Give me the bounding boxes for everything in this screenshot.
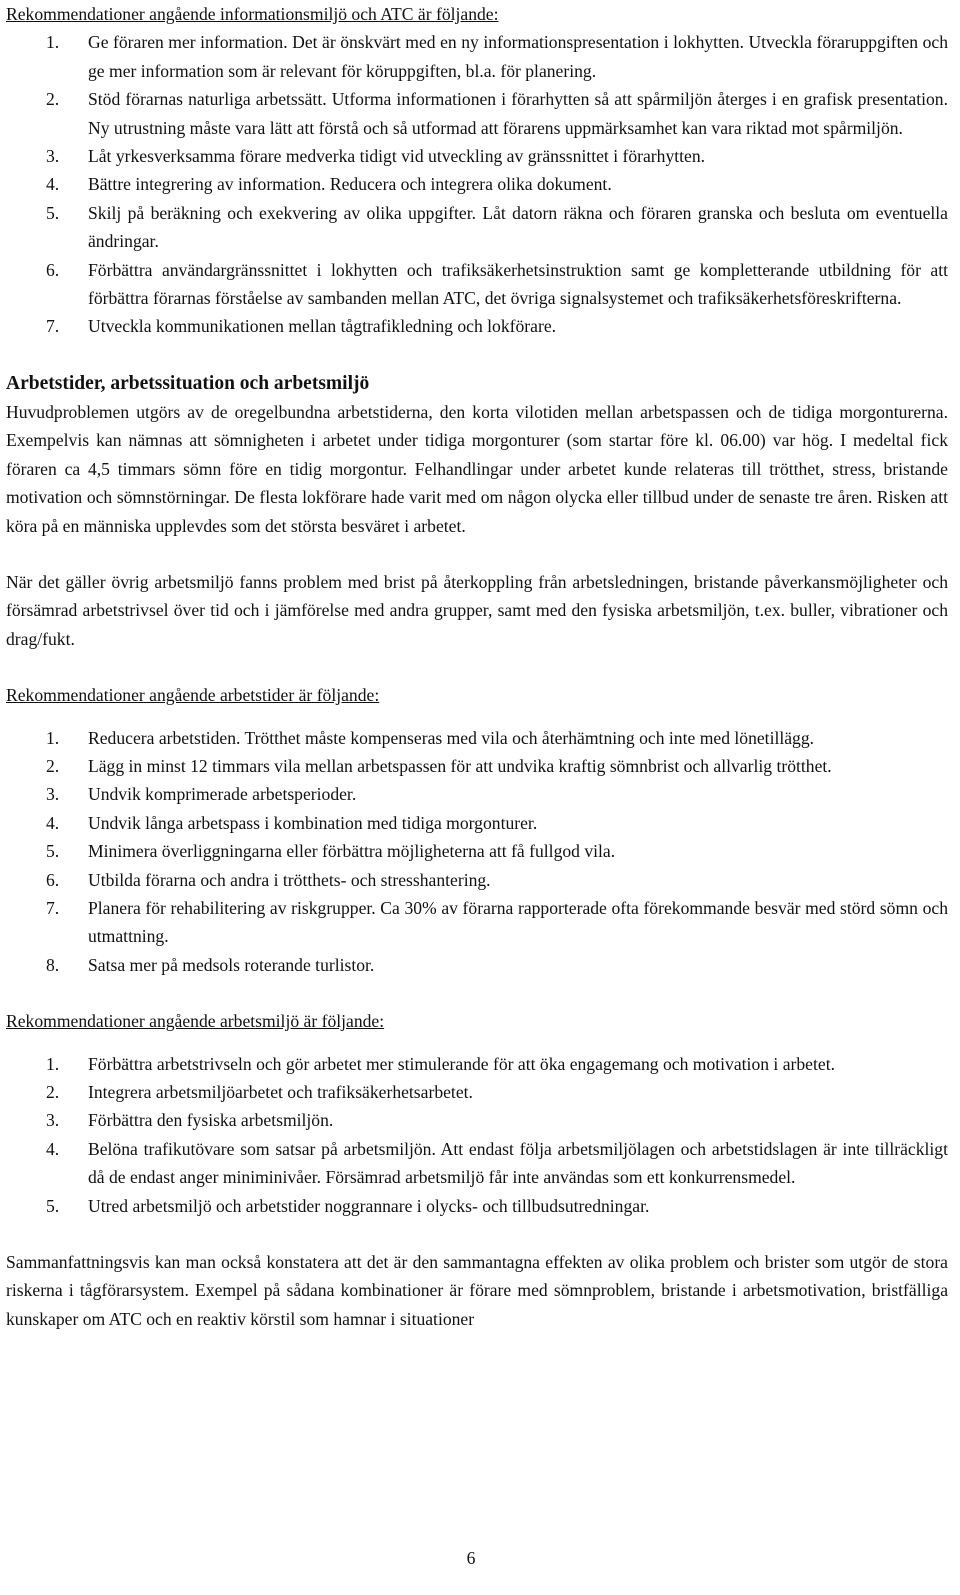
list-item: 4. Belöna trafikutövare som satsar på arbetsmiljön. Att endast följa arbetsmiljölagen och arbetstidslagen är inte tillräckligt då de endast anger miniminivåer. Försämrad arbetsmiljö får inte användas som ett konkurrensmedel. (46, 1138, 948, 1188)
list-item: 7. Utveckla kommunikationen mellan tågtrafikledning och lokförare. (46, 316, 557, 337)
section-paragraph-1: Huvudproblemen utgörs av de oregelbundna arbetstiderna, den korta vilotiden mellan arbetspassen och de tidiga morgonturerna. Exempelvis kan nämnas att sömnigheten i arbetet under tidiga morgonturer (som startar före kl. 06.00) var hög. I medeltal fick föraren ca 4,5 timmars sömn före en tidig morgontur. Felhandlingar under arbetet kunde relateras till trötthet, stress, bristande motivation och sömnstörningar. De flesta lokförare hade varit med om någon olycka eller tillbud under de senaste tre åren. Risken att köra på en människa upplevdes som det största besväret i arbetet. (6, 401, 948, 536)
list-item: 4. Bättre integrering av information. Reducera och integrera olika dokument. (46, 174, 612, 195)
list-item: 6. Utbilda förarna och andra i trötthets- och stresshantering. (46, 869, 491, 890)
workenv-recommendations-list (6, 1050, 948, 1220)
list-item: 2. Integrera arbetsmiljöarbetet och trafiksäkerhetsarbetet. (46, 1082, 473, 1102)
list-item: 1. Ge föraren mer information. Det är önskvärt med en ny informationspresentation i lokhytten. Utveckla föraruppgiften och ge mer information som är relevant för köruppgiften, bl.a. för planering. (46, 32, 948, 81)
list-item: 3. Låt yrkesverksamma förare medverka tidigt vid utveckling av gränssnittet i förarhytten. (46, 146, 706, 167)
list-item: 2. Stöd förarnas naturliga arbetssätt. Utforma informationen i förarhytten så att spårmiljön återges i en grafisk presentation. Ny utrustning måste vara lätt att förstå och så utformad att förarens uppmärksamhet kan vara riktad mot spårmiljön. (46, 89, 948, 138)
atc-recommendations-heading: Rekommendationer angående informationsmiljö och ATC är följande: (6, 4, 499, 24)
workenv-recommendations-heading: Rekommendationer angående arbetsmiljö är följande: (6, 1011, 385, 1032)
list-item: 4. Undvik långa arbetspass i kombination med tidiga morgonturer. (46, 812, 538, 833)
list-item: 5. Skilj på beräkning och exekvering av olika uppgifter. Låt datorn räkna och föraren granska och besluta om eventuella ändringar. (46, 202, 948, 252)
list-item: 3. Undvik komprimerade arbetsperioder. (46, 784, 357, 805)
page-number: 6 (466, 1548, 476, 1568)
list-item: 1. Reducera arbetstiden. Trötthet måste kompenseras med vila och återhämtning och inte med lönetillägg. (46, 727, 815, 748)
list-item: 2. Lägg in minst 12 timmars vila mellan arbetspassen för att undvika kraftig sömnbrist och allvarlig trötthet. (46, 755, 832, 776)
list-item: 3. Förbättra den fysiska arbetsmiljön. (46, 1110, 334, 1131)
list-item: 5. Utred arbetsmiljö och arbetstider noggrannare i olycks- och tillbudsutredningar. (46, 1195, 650, 1216)
section-paragraph-2: När det gäller övrig arbetsmiljö fanns problem med brist på återkoppling från arbetsledningen, bristande påverkansmöjligheter och försämrad arbetstrivsel över tid och i jämförelse med andra grupper, samt med den fysiska arbetsmiljön, t.ex. buller, vibrationer och drag/fukt. (6, 571, 948, 649)
document-page (6, 0, 948, 1333)
list-item: 6. Förbättra användargränssnittet i lokhytten och trafiksäkerhetsinstruktion samt ge kompletterande utbildning för att förbättra förarnas förståelse av sambanden mellan ATC, det övriga signalsystemet och trafiksäkerhetsföreskrifterna. (46, 259, 948, 309)
section-heading: Arbetstider, arbetssituation och arbetsmiljö (6, 372, 370, 394)
list-item: 7. Planera för rehabilitering av riskgrupper. Ca 30% av förarna rapporterade ofta förekommande besvär med störd sömn och utmattning. (46, 897, 948, 947)
list-item: 1. Förbättra arbetstrivseln och gör arbetet mer stimulerande för att öka engagemang och motivation i arbetet. (46, 1053, 835, 1074)
atc-recommendations-list (6, 28, 948, 340)
list-item: 5. Minimera överliggningarna eller förbättra möjligheterna att få fullgod vila. (46, 841, 616, 862)
list-item: 8. Satsa mer på medsols roterande turlistor. (46, 954, 375, 975)
summary-paragraph: Sammanfattningsvis kan man också konstatera att det är den sammantagna effekten av olika problem och brister som utgör de stora riskerna i tågförarsystem. Exempel på sådana kombinationer är förare med sömnproblem, bristande i arbetsmotivation, bristfälliga kunskaper om ATC och en reaktiv körstil som hamnar i situationer (6, 1252, 948, 1329)
worktime-recommendations-list (6, 724, 948, 980)
worktime-recommendations-heading: Rekommendationer angående arbetstider är följande: (6, 685, 380, 706)
